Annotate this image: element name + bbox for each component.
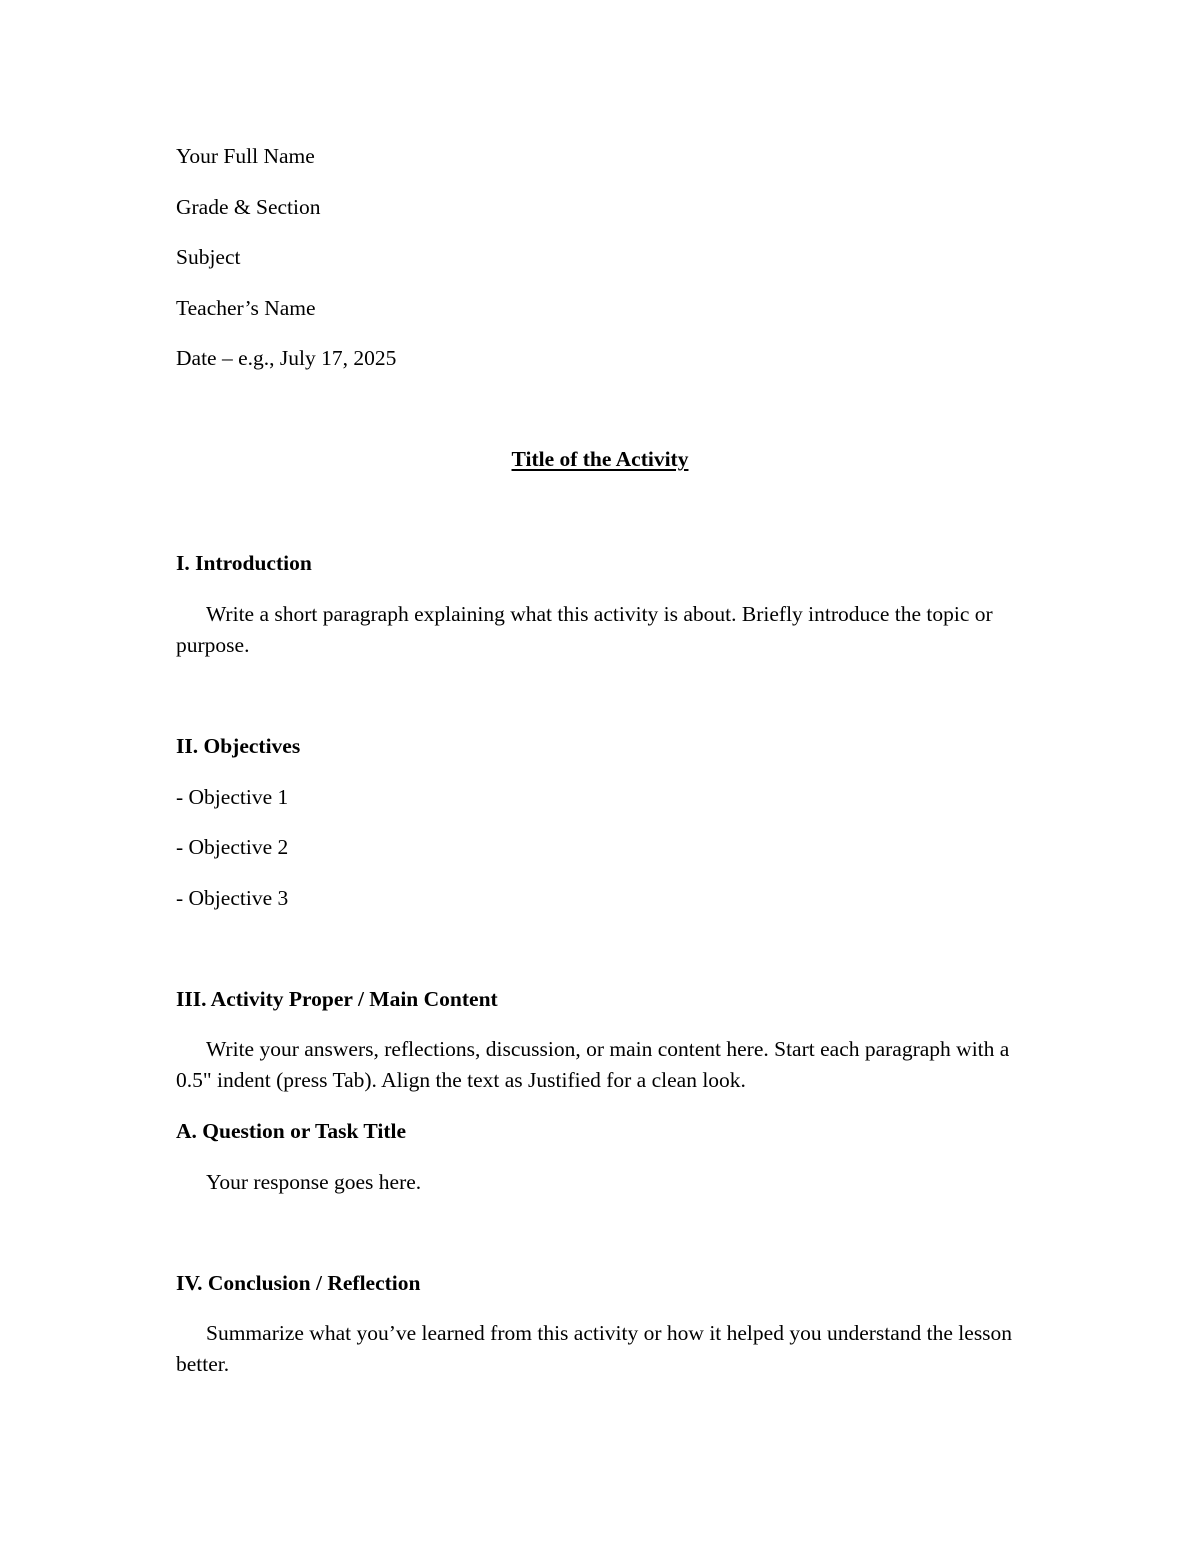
subject-line: Subject	[176, 245, 241, 270]
objective-item: - Objective 2	[176, 835, 289, 860]
conclusion-heading: IV. Conclusion / Reflection	[176, 1270, 421, 1295]
question-task-heading: A. Question or Task Title	[176, 1118, 407, 1143]
grade-section-line: Grade & Section	[176, 194, 321, 219]
document-body	[176, 141, 1026, 1400]
objective-item: - Objective 3	[176, 885, 289, 910]
objective-item: - Objective 1	[176, 784, 289, 809]
objectives-heading: II. Objectives	[176, 733, 301, 758]
conclusion-paragraph: Summarize what you’ve learned from this activity or how it helped you understand the lesson better.	[176, 1321, 1013, 1377]
teacher-name-line: Teacher’s Name	[176, 295, 316, 320]
document-title: Title of the Activity	[511, 447, 689, 472]
introduction-heading: I. Introduction	[176, 551, 312, 576]
activity-heading: III. Activity Proper / Main Content	[176, 986, 498, 1011]
activity-paragraph: Write your answers, reflections, discussion, or main content here. Start each paragraph with a 0.5" indent (press Tab). Align the text as Justified for a clean look.	[176, 1037, 1010, 1093]
date-line: Date – e.g., July 17, 2025	[176, 346, 397, 371]
introduction-paragraph: Write a short paragraph explaining what this activity is about. Briefly introduce the topic or purpose.	[176, 601, 993, 657]
response-paragraph: Your response goes here.	[206, 1169, 422, 1194]
full-name-line: Your Full Name	[176, 144, 315, 168]
